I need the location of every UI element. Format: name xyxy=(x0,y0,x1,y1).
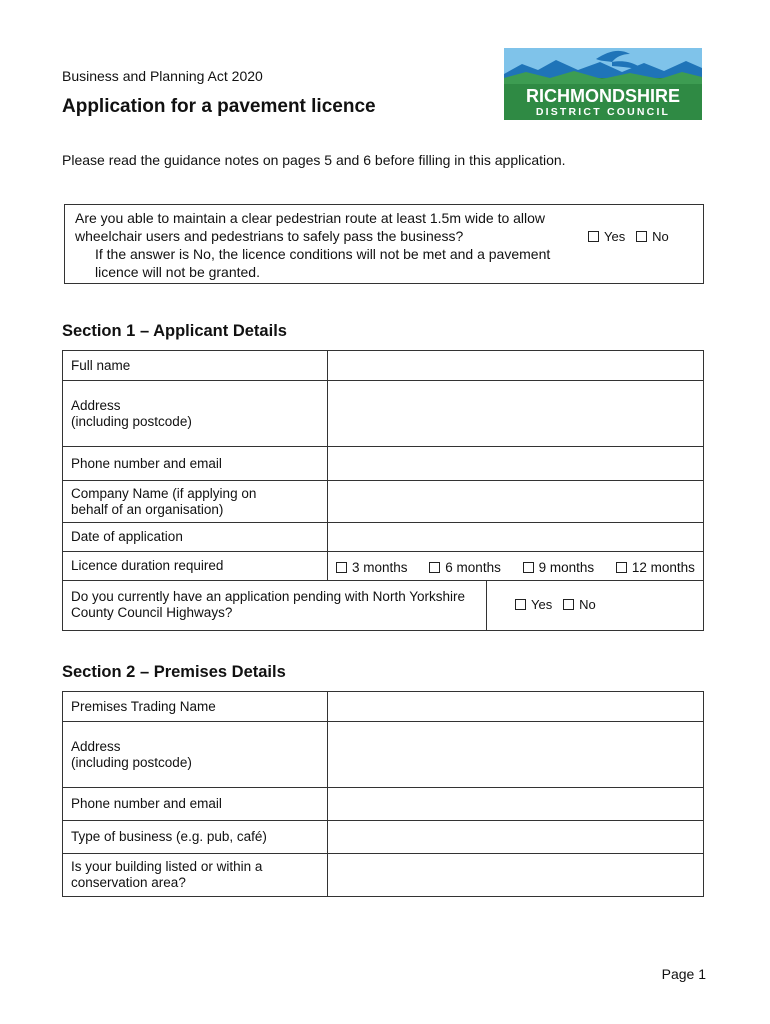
duration-6-checkbox[interactable] xyxy=(429,562,440,573)
duration-option-9[interactable] xyxy=(523,560,595,576)
listed-building-label xyxy=(63,854,328,897)
table-row xyxy=(63,552,704,581)
table-row xyxy=(63,581,704,631)
applicant-phone-email-field[interactable] xyxy=(328,447,704,481)
duration-option-3[interactable] xyxy=(336,560,408,576)
table-row xyxy=(63,481,704,523)
pending-application-line2: County Council Highways? xyxy=(71,605,233,620)
duration-3-label: 3 months xyxy=(352,560,408,575)
application-date-field[interactable] xyxy=(328,523,704,552)
route-answer-options xyxy=(588,228,669,246)
company-name-field[interactable] xyxy=(328,481,704,523)
table-row xyxy=(63,692,704,722)
route-condition-note: If the answer is No, the licence conditions will not be met and a pavement licence will not be granted. xyxy=(95,246,551,280)
trading-name-label: Premises Trading Name xyxy=(63,692,328,722)
duration-option-6[interactable] xyxy=(429,560,501,576)
page-number: Page 1 xyxy=(661,966,706,982)
applicant-address-title: Address xyxy=(71,397,121,413)
table-row xyxy=(63,722,704,788)
company-name-label xyxy=(63,481,328,523)
logo-line1: RICHMONDSHIRE xyxy=(525,86,681,106)
pending-no-checkbox[interactable] xyxy=(563,599,574,610)
pending-no-label: No xyxy=(579,597,596,612)
full-name-label: Full name xyxy=(63,351,328,381)
page-title: Application for a pavement licence xyxy=(62,96,376,117)
table-row xyxy=(63,788,704,821)
route-question: Are you able to maintain a clear pedestrian route at least 1.5m wide to allow wheelchair users and pedestrians to safely pass the business? xyxy=(75,210,546,244)
premises-address-label xyxy=(63,722,328,788)
applicant-details-table xyxy=(62,350,704,631)
premises-phone-email-field[interactable] xyxy=(328,788,704,821)
table-row xyxy=(63,854,704,897)
duration-3-checkbox[interactable] xyxy=(336,562,347,573)
premises-address-title: Address xyxy=(71,738,121,754)
logo-line2: DISTRICT COUNCIL xyxy=(535,106,671,118)
duration-9-label: 9 months xyxy=(538,560,595,575)
table-row xyxy=(63,821,704,854)
pending-application-line1: Do you currently have an application pending with North Yorkshire xyxy=(71,589,465,604)
pending-yes-checkbox[interactable] xyxy=(515,599,526,610)
pending-application-label xyxy=(63,581,487,630)
table-row xyxy=(63,381,704,447)
section1-heading: Section 1 – Applicant Details xyxy=(62,322,287,340)
duration-9-checkbox[interactable] xyxy=(523,562,534,573)
application-date-label: Date of application xyxy=(63,523,328,552)
guidance-note: Please read the guidance notes on pages 5 and 6 before filling in this application. xyxy=(62,152,566,168)
premises-details-table xyxy=(62,691,704,897)
trading-name-field[interactable] xyxy=(328,692,704,722)
table-row xyxy=(63,523,704,552)
act-name: Business and Planning Act 2020 xyxy=(62,68,263,84)
pedestrian-route-question-box xyxy=(64,204,704,284)
listed-building-line2: conservation area? xyxy=(71,875,186,890)
route-no-checkbox[interactable] xyxy=(636,231,647,242)
premises-address-note: (including postcode) xyxy=(71,754,192,770)
business-type-field[interactable] xyxy=(328,821,704,854)
listed-building-field[interactable] xyxy=(328,854,704,897)
licence-duration-label: Licence duration required xyxy=(63,552,328,581)
company-name-line1: Company Name (if applying on xyxy=(71,485,257,501)
applicant-address-note: (including postcode) xyxy=(71,413,192,429)
table-row xyxy=(63,447,704,481)
duration-option-12[interactable] xyxy=(616,560,695,576)
applicant-address-field[interactable] xyxy=(328,381,704,447)
pending-application-options xyxy=(487,581,703,630)
listed-building-line1: Is your building listed or within a xyxy=(71,859,263,874)
route-yes-label: Yes xyxy=(604,229,626,244)
business-type-label: Type of business (e.g. pub, café) xyxy=(63,821,328,854)
premises-phone-email-label: Phone number and email xyxy=(63,788,328,821)
duration-6-label: 6 months xyxy=(445,560,501,575)
council-logo xyxy=(504,48,702,120)
pending-application-row xyxy=(63,581,704,631)
applicant-phone-email-label: Phone number and email xyxy=(63,447,328,481)
section2-heading: Section 2 – Premises Details xyxy=(62,663,286,681)
pending-yes-label: Yes xyxy=(531,597,553,612)
duration-12-label: 12 months xyxy=(631,560,695,575)
route-yes-checkbox[interactable] xyxy=(588,231,599,242)
duration-12-checkbox[interactable] xyxy=(616,562,627,573)
applicant-address-label xyxy=(63,381,328,447)
licence-duration-options xyxy=(328,552,704,581)
full-name-field[interactable] xyxy=(328,351,704,381)
premises-address-field[interactable] xyxy=(328,722,704,788)
company-name-line2: behalf of an organisation) xyxy=(71,501,224,517)
table-row xyxy=(63,351,704,381)
route-no-label: No xyxy=(652,229,669,244)
